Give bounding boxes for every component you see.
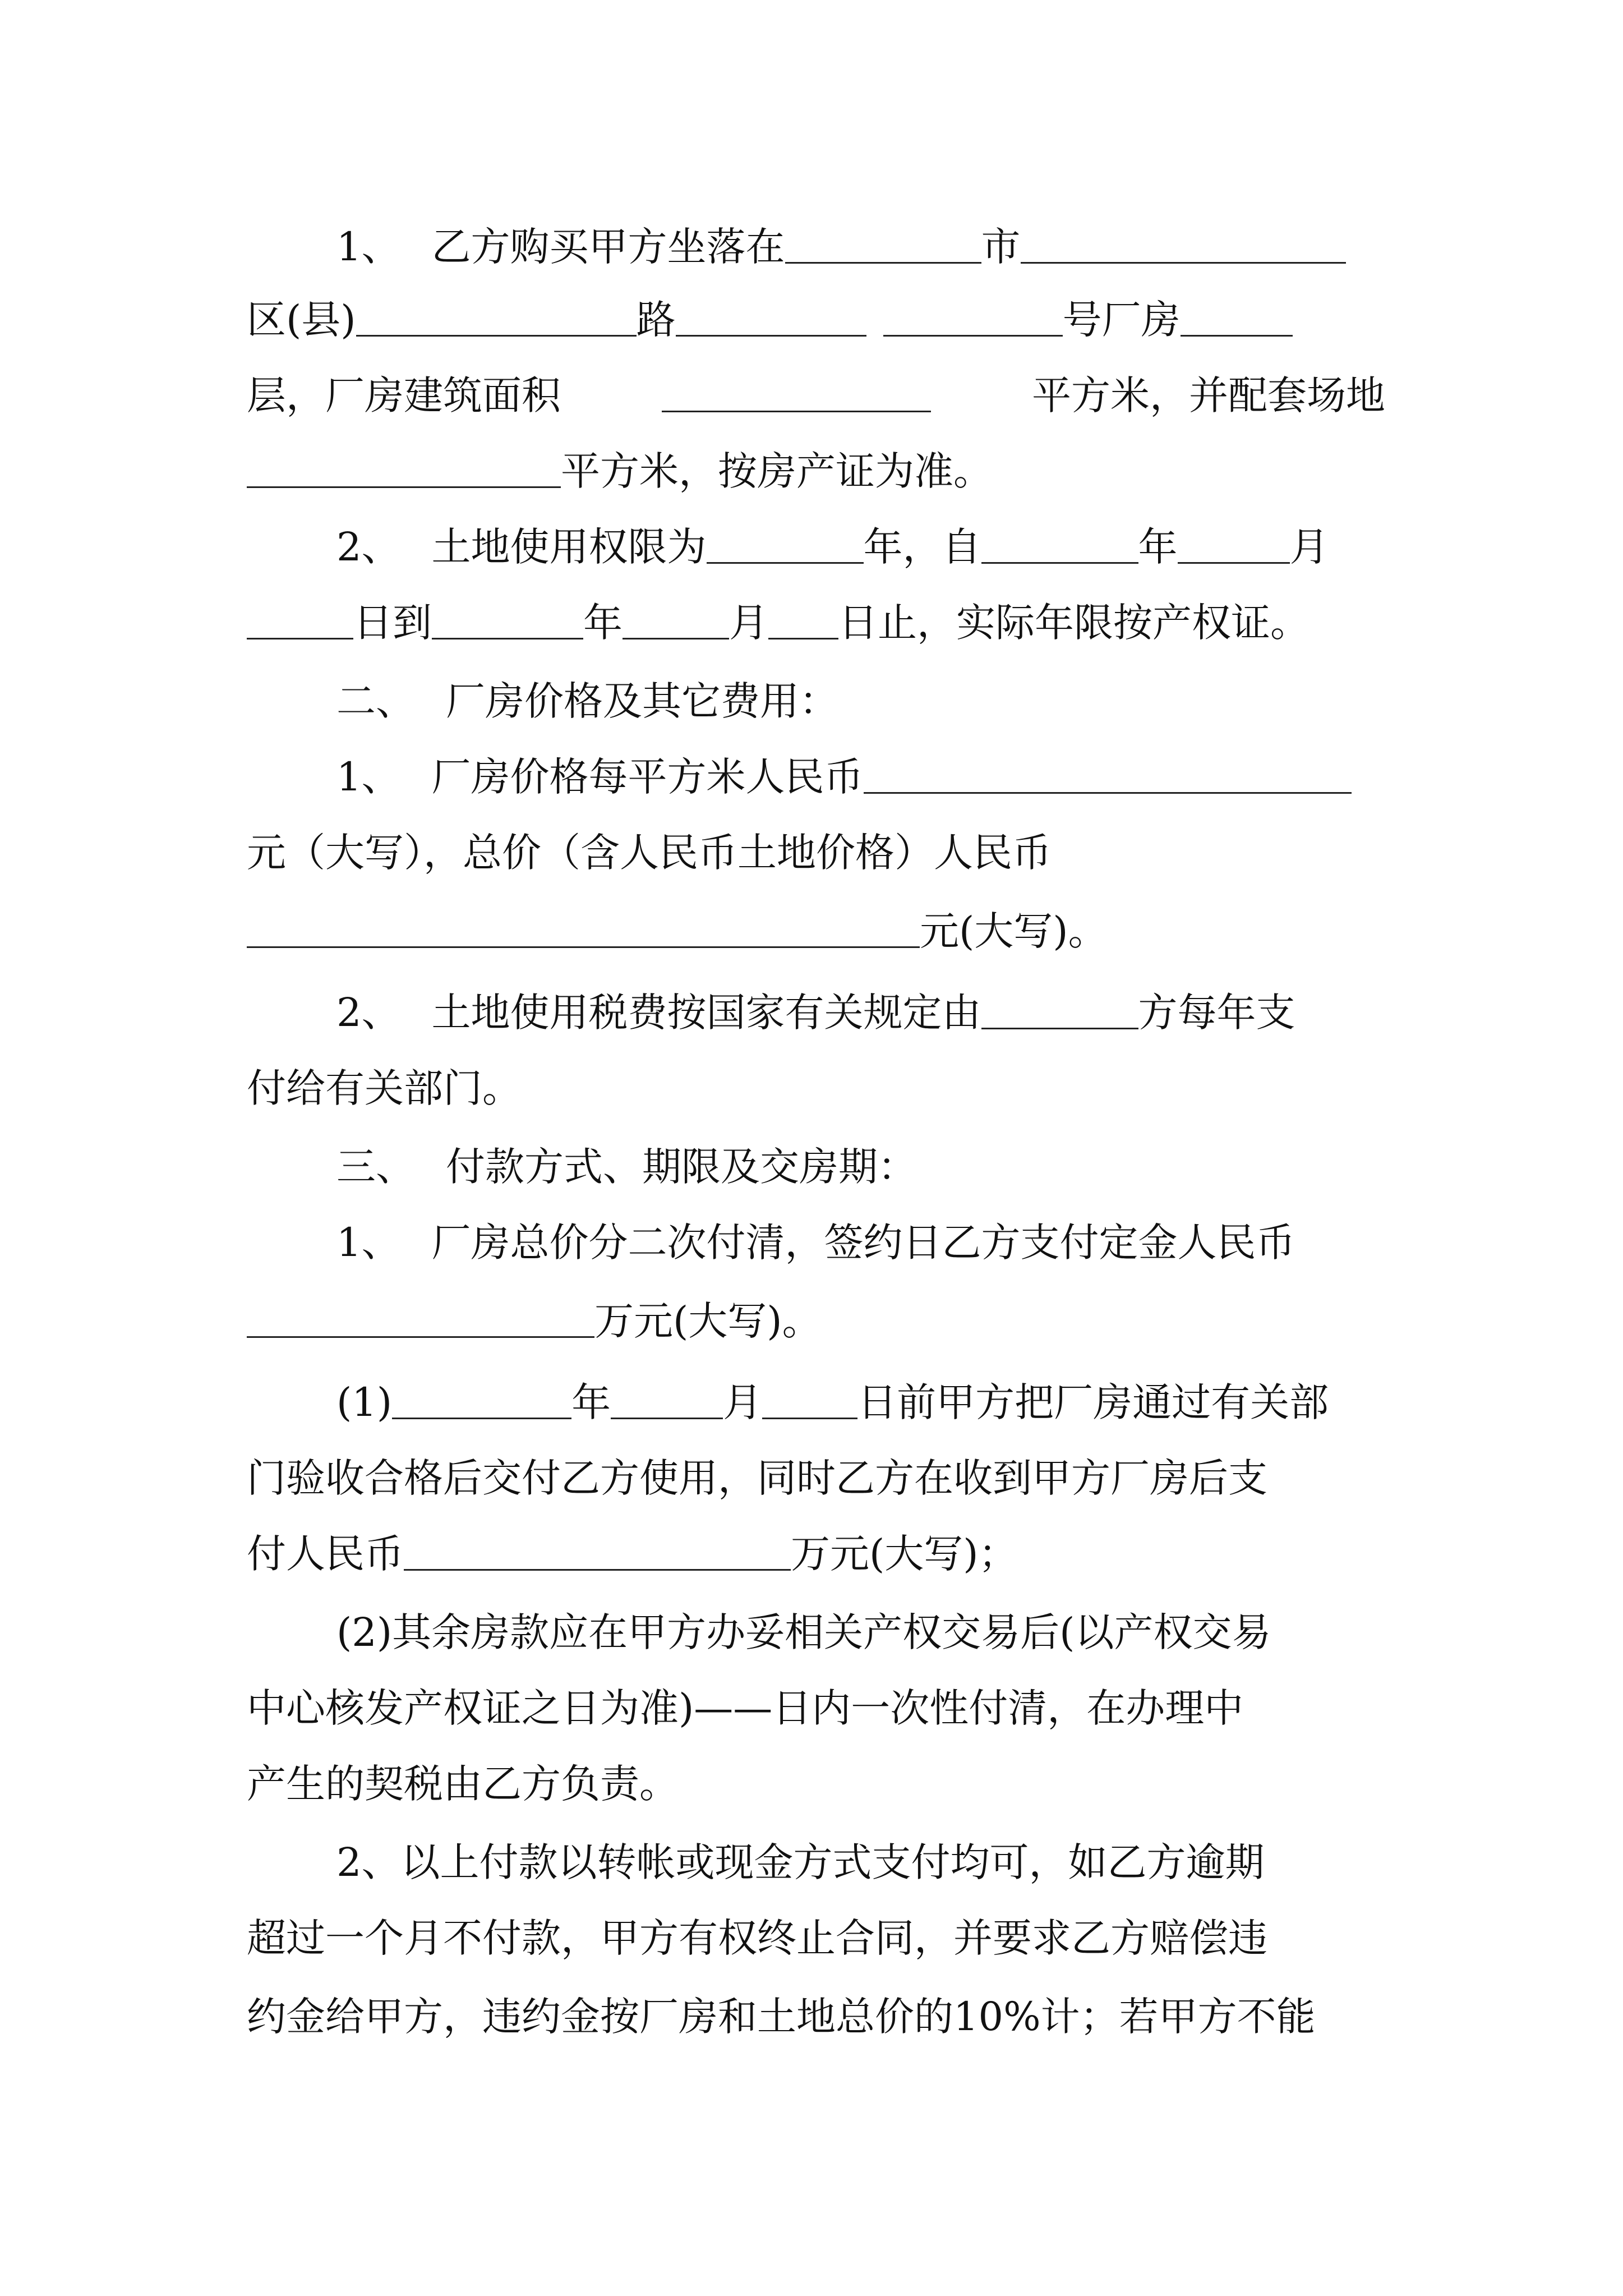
text-segment: 三、 bbox=[336, 1144, 415, 1190]
fill-in-blank bbox=[768, 636, 838, 639]
text-segment: 市 bbox=[981, 224, 1021, 270]
text-segment: 门验收合格后交付乙方使用，同时乙方在收到甲方厂房后支 bbox=[247, 1455, 1267, 1501]
text-line bbox=[247, 589, 1385, 656]
text-segment: 月 bbox=[723, 1379, 763, 1425]
fill-in-blank bbox=[623, 636, 729, 639]
fill-in-blank bbox=[1178, 560, 1290, 564]
text-line bbox=[336, 1369, 1385, 1436]
text-segment: 付给有关部门。 bbox=[247, 1065, 522, 1111]
text-segment: 万元(大写)； bbox=[791, 1531, 1018, 1577]
fill-in-blank bbox=[662, 408, 931, 412]
text-segment: 年 bbox=[571, 1379, 611, 1425]
text-line bbox=[336, 513, 1385, 581]
text-segment: 层，厂房建筑面积 bbox=[247, 372, 561, 418]
text-line bbox=[247, 362, 1385, 429]
fill-in-blank bbox=[883, 333, 1063, 337]
text-line bbox=[247, 1983, 1385, 2050]
fill-in-blank bbox=[1181, 333, 1293, 337]
text-segment: 平方米，并配套场地 bbox=[1032, 372, 1385, 418]
fill-in-blank bbox=[432, 636, 583, 639]
fill-in-blank bbox=[1021, 260, 1346, 264]
text-segment: 日前甲方把厂房通过有关部 bbox=[857, 1379, 1329, 1425]
fill-in-blank bbox=[676, 333, 866, 337]
text-segment: 中心核发产权证之日为准)——日内一次性付清，在办理中 bbox=[247, 1685, 1244, 1731]
text-line bbox=[247, 286, 1385, 353]
text-line bbox=[247, 819, 1385, 886]
fill-in-blank bbox=[356, 333, 637, 337]
fill-in-blank bbox=[247, 484, 561, 488]
text-segment: 月 bbox=[1289, 524, 1329, 570]
text-line bbox=[336, 743, 1385, 811]
text-line bbox=[247, 1444, 1385, 1512]
text-segment: 2、 bbox=[336, 990, 401, 1036]
text-segment: 1、 bbox=[336, 754, 401, 800]
text-segment: 路 bbox=[636, 297, 676, 343]
fill-in-blank bbox=[707, 560, 864, 564]
text-segment: 年 bbox=[583, 600, 623, 646]
text-segment: 土地使用权限为 bbox=[431, 524, 707, 570]
text-line bbox=[247, 898, 1385, 965]
text-segment: 厂房总价分二次付清，签约日乙方支付定金人民币 bbox=[431, 1220, 1295, 1266]
fill-in-blank bbox=[247, 636, 353, 639]
text-segment: 元(大写)。 bbox=[920, 908, 1108, 954]
fill-in-blank bbox=[392, 1415, 571, 1419]
text-line bbox=[247, 1750, 1385, 1818]
text-line bbox=[247, 1520, 1385, 1588]
fill-in-blank bbox=[247, 944, 920, 948]
fill-in-blank bbox=[864, 790, 1352, 794]
text-line bbox=[336, 1599, 1385, 1666]
text-line bbox=[336, 668, 1385, 735]
fill-in-blank bbox=[404, 1567, 791, 1571]
fill-in-blank bbox=[762, 1415, 857, 1419]
text-line bbox=[247, 1674, 1385, 1742]
text-segment: 产生的契税由乙方负责。 bbox=[247, 1761, 679, 1807]
text-segment: 月 bbox=[729, 600, 768, 646]
text-segment: 2、 bbox=[336, 524, 401, 570]
fill-in-blank bbox=[981, 1025, 1138, 1029]
text-segment: 万元(大写)。 bbox=[594, 1298, 822, 1344]
text-segment: 厂房价格每平方米人民币 bbox=[431, 754, 864, 800]
text-segment: 付款方式、期限及交房期： bbox=[446, 1144, 917, 1190]
fill-in-blank bbox=[981, 560, 1138, 564]
text-line bbox=[336, 1829, 1385, 1896]
text-line bbox=[336, 213, 1385, 280]
text-line bbox=[247, 438, 1385, 505]
text-segment: 日到 bbox=[353, 600, 432, 646]
text-segment: 方每年支 bbox=[1138, 990, 1295, 1036]
text-line bbox=[247, 1904, 1385, 1972]
text-segment: 年，自 bbox=[863, 524, 981, 570]
text-segment: 约金给甲方，违约金按厂房和土地总价的10%计；若甲方不能 bbox=[247, 1994, 1316, 2040]
text-segment: 元（大写），总价（含人民币土地价格）人民币 bbox=[247, 830, 1052, 876]
text-segment: 日止，实际年限按产权证。 bbox=[838, 600, 1310, 646]
text-segment: 二、 bbox=[336, 678, 415, 724]
text-segment: (2)其余房款应在甲方办妥相关产权交易后(以产权交易 bbox=[336, 1609, 1271, 1655]
text-segment: 2、以上付款以转帐或现金方式支付均可，如乙方逾期 bbox=[336, 1839, 1265, 1885]
text-segment: 年 bbox=[1138, 524, 1178, 570]
fill-in-blank bbox=[611, 1415, 723, 1419]
text-segment: 付人民币 bbox=[247, 1531, 404, 1577]
text-line bbox=[336, 979, 1385, 1046]
text-line bbox=[336, 1133, 1385, 1200]
text-line bbox=[247, 1287, 1385, 1355]
text-segment: 号厂房 bbox=[1062, 297, 1181, 343]
text-line bbox=[247, 1055, 1385, 1122]
text-line bbox=[336, 1209, 1385, 1276]
text-segment: 乙方购买甲方坐落在 bbox=[431, 224, 785, 270]
text-segment: 平方米，按房产证为准。 bbox=[561, 448, 993, 494]
text-segment: 厂房价格及其它费用： bbox=[446, 678, 838, 724]
text-segment: 超过一个月不付款，甲方有权终止合同，并要求乙方赔偿违 bbox=[247, 1915, 1267, 1961]
text-segment: 1、 bbox=[336, 1220, 401, 1266]
text-segment: 1、 bbox=[336, 224, 401, 270]
text-segment: 土地使用税费按国家有关规定由 bbox=[431, 990, 981, 1036]
fill-in-blank bbox=[247, 1334, 594, 1338]
text-segment: 区(县) bbox=[247, 297, 356, 343]
text-segment: (1) bbox=[336, 1379, 393, 1425]
fill-in-blank bbox=[785, 260, 981, 264]
